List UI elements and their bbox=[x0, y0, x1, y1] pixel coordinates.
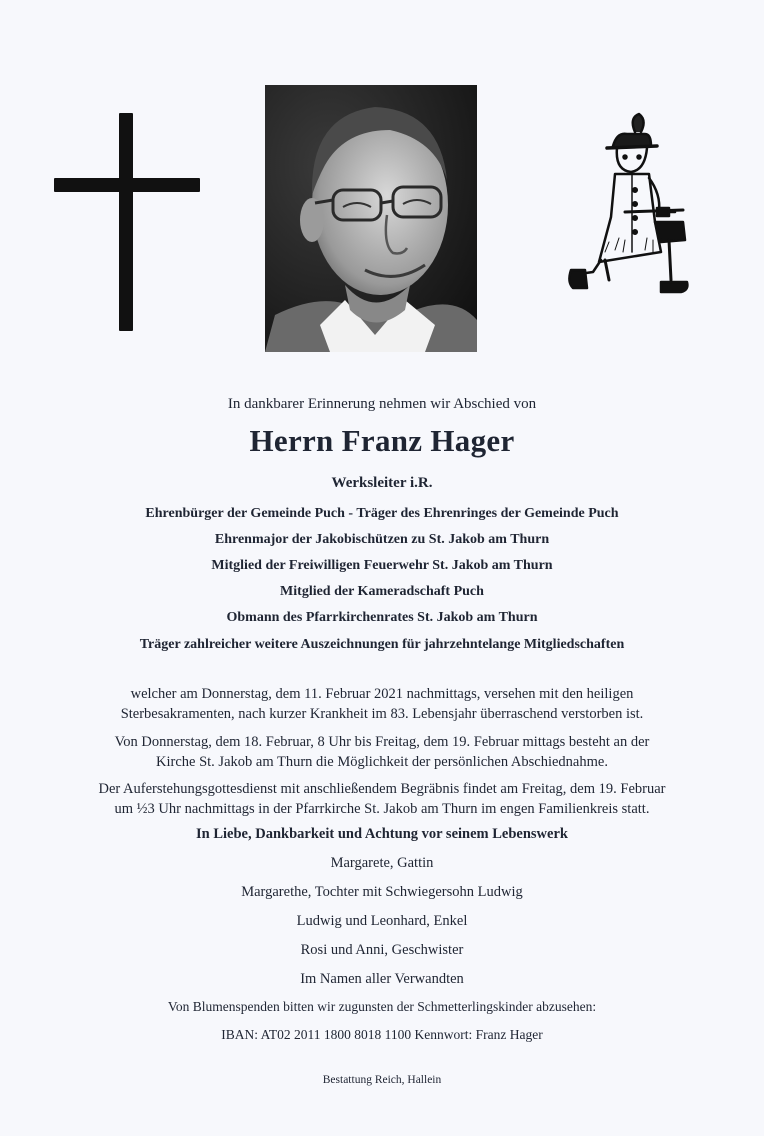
kneeling-marksman-icon bbox=[565, 112, 695, 298]
cross-icon-bar bbox=[54, 178, 200, 192]
honor-line: Obmann des Pfarrkirchenrates St. Jakob am Thurn bbox=[226, 610, 538, 625]
paragraph-line: Sterbesakramenten, nach kurzer Krankheit im 83. Lebensjahr überraschend verstorben ist. bbox=[120, 706, 644, 722]
paragraph-line: um ½3 Uhr nachmittags in der Pfarrkirche St. Jakob am Thurn im engen Familienkreis statt. bbox=[114, 801, 650, 817]
honor-line: Träger zahlreicher weitere Auszeichnungen für jahrzehntelange Mitgliedschaften bbox=[139, 637, 625, 652]
honor-line: Ehrenbürger der Gemeinde Puch - Träger des Ehrenringes der Gemeinde Puch bbox=[145, 506, 619, 521]
donation-note: Von Blumenspenden bitten wir zugunsten der Schmetterlingskinder abzusehen: bbox=[167, 999, 597, 1014]
paragraph-line: welcher am Donnerstag, dem 11. Februar 2021 nachmittags, versehen mit den heiligen bbox=[130, 686, 634, 702]
portrait-photo bbox=[265, 85, 477, 352]
closing-line: In Liebe, Dankbarkeit und Achtung vor seinem Lebenswerk bbox=[196, 826, 568, 842]
intro-text: In dankbarer Erinnerung nehmen wir Abschied von bbox=[227, 396, 537, 412]
cross-icon bbox=[119, 113, 133, 331]
iban-line: IBAN: AT02 2011 1800 8018 1100 Kennwort: Franz Hager bbox=[221, 1027, 543, 1042]
family-line: Rosi und Anni, Geschwister bbox=[300, 942, 464, 958]
family-line: Ludwig und Leonhard, Enkel bbox=[296, 913, 468, 929]
paragraph-line: Der Auferstehungsgottesdienst mit anschließendem Begräbnis findet am Freitag, dem 19. Februar bbox=[98, 781, 666, 797]
honor-line: Mitglied der Freiwilligen Feuerwehr St. Jakob am Thurn bbox=[211, 558, 553, 573]
honor-line: Mitglied der Kameradschaft Puch bbox=[280, 584, 484, 599]
honor-line: Ehrenmajor der Jakobischützen zu St. Jakob am Thurn bbox=[214, 532, 550, 547]
paragraph-line: Kirche St. Jakob am Thurn die Möglichkeit der persönlichen Abschiednahme. bbox=[156, 754, 608, 770]
undertaker-line: Bestattung Reich, Hallein bbox=[322, 1074, 442, 1086]
family-line: Margarete, Gattin bbox=[330, 855, 434, 871]
paragraph-line: Von Donnerstag, dem 18. Februar, 8 Uhr bis Freitag, dem 19. Februar mittags besteht an der bbox=[114, 734, 650, 750]
family-line: Im Namen aller Verwandten bbox=[300, 971, 464, 987]
deceased-name: Herrn Franz Hager bbox=[249, 423, 515, 458]
job-title: Werksleiter i.R. bbox=[331, 475, 433, 491]
family-line: Margarethe, Tochter mit Schwiegersohn Ludwig bbox=[241, 884, 523, 900]
